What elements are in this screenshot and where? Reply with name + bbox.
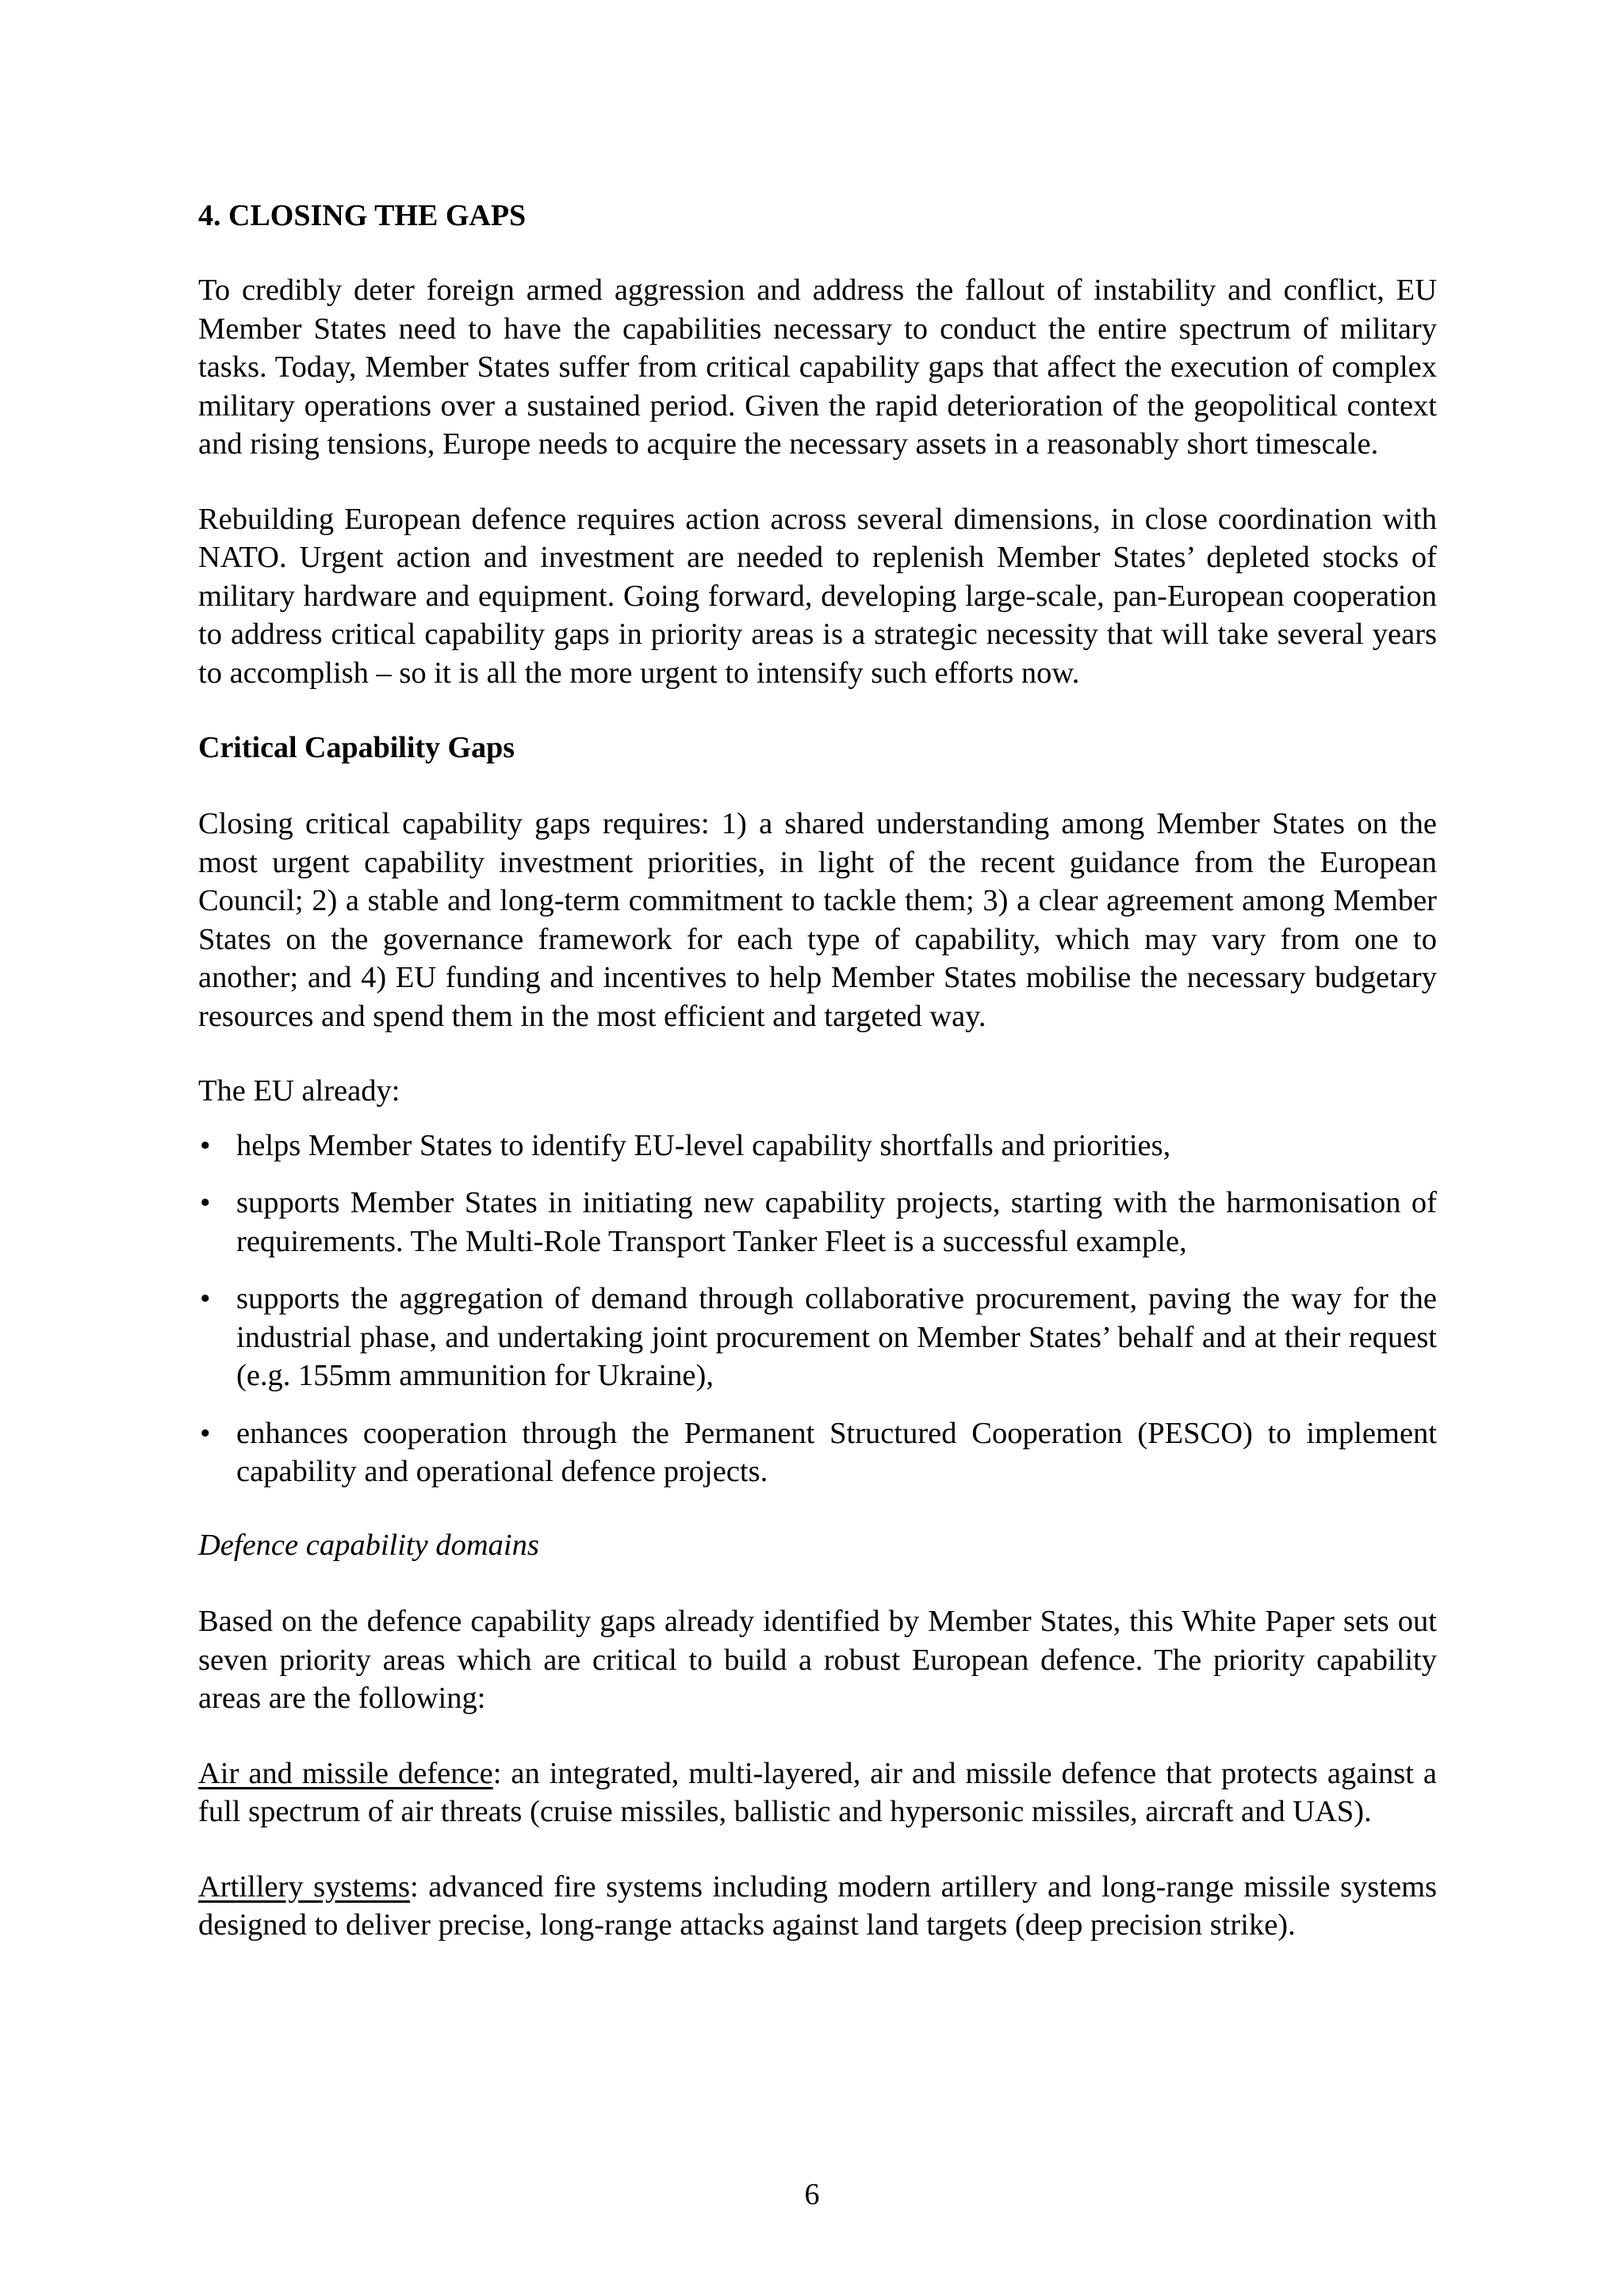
capability-area-description: : an integrated, multi-layered, air and missile defence that protects against a full spectrum of air threats (cruise missiles, ballistic and hypersonic missiles, aircraft and UAS). [198,1756,1437,1828]
capability-area-name: Air and missile defence [198,1756,493,1790]
bullet-icon: • [200,1186,211,1219]
eu-already-list [198,1127,1437,1491]
page-number: 6 [804,2178,820,2211]
page-content [198,197,1437,1981]
section-title: 4. CLOSING THE GAPS [198,199,527,232]
list-item-text: helps Member States to identify EU-level capability shortfalls and priorities, [236,1128,1171,1162]
gaps-paragraph: Closing critical capability gaps requires: 1) a shared understanding among Member States on the most urgent capability investment priorities, in light of the recent guidance from the European Council; 2) a stable and long-term commitment to tackle them; 3) a clear agreement among Member States on the governance framework for each type of capability, which may vary from one to another; and 4) EU funding and incentives to help Member States mobilise the necessary budgetary resources and spend them in the most efficient and targeted way. [198,807,1437,1033]
bullet-icon: • [200,1416,211,1450]
list-item [198,1414,1437,1491]
capability-area-description: : advanced fire systems including modern artillery and long-range missile systems designed to deliver precise, long-range attacks against land targets (deep precision strike). [198,1869,1437,1942]
subsection-title: Critical Capability Gaps [198,731,515,764]
list-item-text: enhances cooperation through the Permanent Structured Cooperation (PESCO) to implement capability and operational defence projects. [236,1416,1437,1488]
capability-area-air-missile-defence [198,1755,1437,1831]
domains-intro: Based on the defence capability gaps already identified by Member States, this White Paper sets out seven priority areas which are critical to build a robust European defence. The priority capability areas are the following: [198,1605,1437,1715]
capability-area-name: Artillery systems [198,1869,411,1904]
list-item [198,1184,1437,1261]
domains-heading: Defence capability domains [198,1528,539,1562]
bullet-icon: • [200,1282,211,1315]
intro-paragraph-1: To credibly deter foreign armed aggression and address the fallout of instability and conflict, EU Member States need to have the capabilities necessary to conduct the entire spectrum of military tasks. Today, Member States suffer from critical capability gaps that affect the execution of complex military operations over a sustained period. Given the rapid deterioration of the geopolitical context and rising tensions, Europe needs to acquire the necessary assets in a reasonably short timescale. [198,274,1437,461]
list-item-text: supports Member States in initiating new capability projects, starting with the harmonisation of requirements. The Multi-Role Transport Tanker Fleet is a successful example, [236,1186,1437,1258]
list-item-text: supports the aggregation of demand through collaborative procurement, paving the way for the industrial phase, and undertaking joint procurement on Member States’ behalf and at their request (e.g. 155mm ammunition for Ukraine), [236,1282,1437,1392]
eu-already-lead: The EU already: [198,1074,400,1108]
list-item [198,1127,1437,1165]
intro-paragraph-2: Rebuilding European defence requires action across several dimensions, in close coordination with NATO. Urgent action and investment are needed to replenish Member States’ depleted stocks of military hardware and equipment. Going forward, developing large-scale, pan-European cooperation to address critical capability gaps in priority areas is a strategic necessity that will take several years to accomplish – so it is all the more urgent to intensify such efforts now. [198,502,1437,690]
bullet-icon: • [200,1128,211,1162]
capability-area-artillery-systems [198,1868,1437,1945]
list-item [198,1280,1437,1395]
